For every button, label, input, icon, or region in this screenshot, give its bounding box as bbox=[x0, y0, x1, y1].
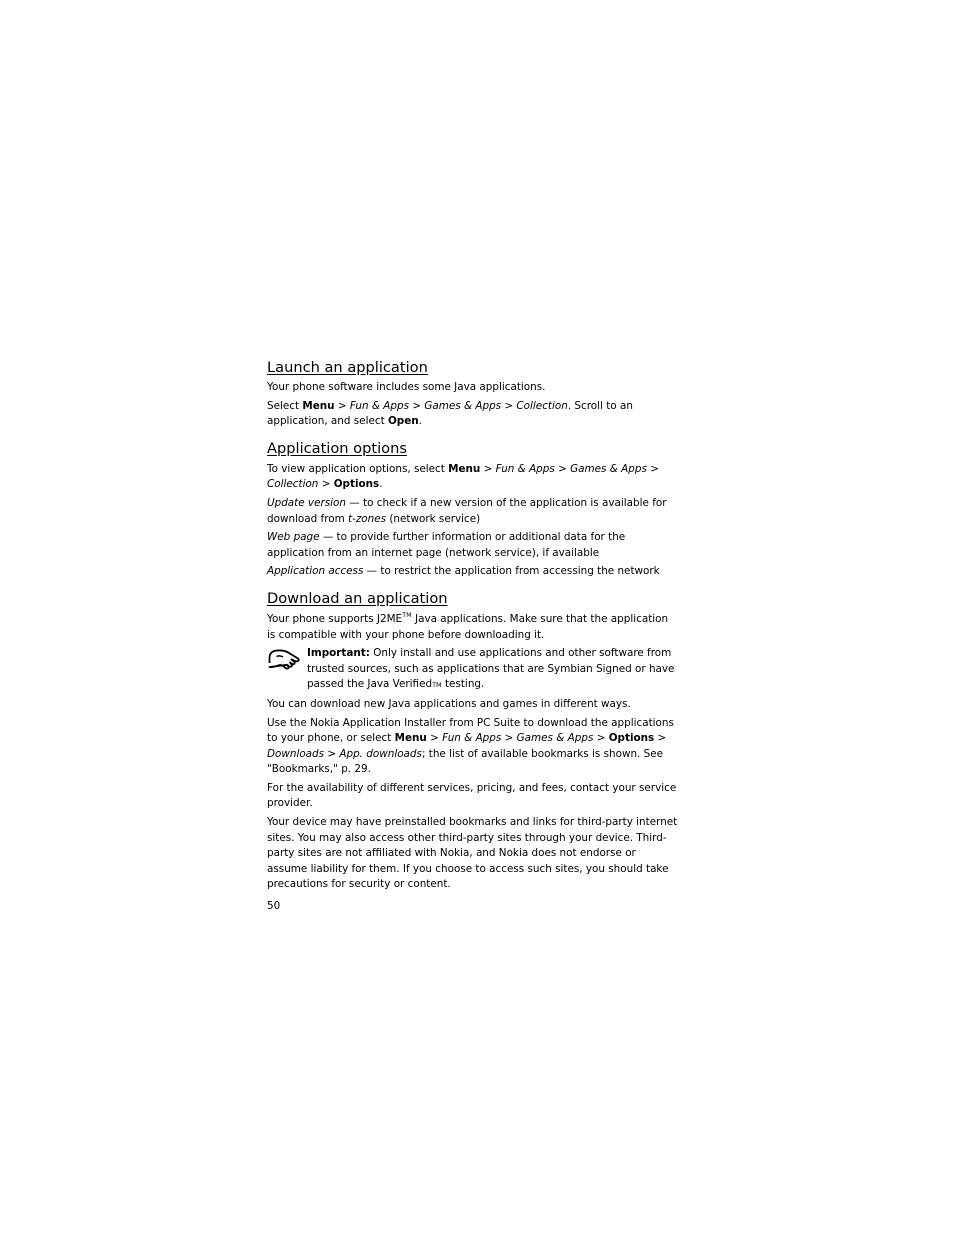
games-apps-term: Games & Apps bbox=[424, 399, 502, 412]
paragraph-availability: For the availability of different services, pricing, and fees, contact your service provider. bbox=[267, 781, 677, 810]
menu-term: Menu bbox=[394, 732, 427, 745]
fun-apps-term: Fun & Apps bbox=[349, 399, 410, 412]
manual-page bbox=[267, 358, 679, 915]
heading-launch-application: Launch an application bbox=[267, 359, 428, 376]
trademark-mark: TM bbox=[432, 681, 442, 690]
collection-term: Collection bbox=[267, 478, 319, 491]
paragraph-select-collection: Select Menu > Fun & Apps > Games & Apps > Collection. Scroll to an application, and select Open. bbox=[267, 399, 633, 428]
option-application-access: Application access — to restrict the application from accessing the network bbox=[267, 565, 660, 578]
menu-term: Menu bbox=[448, 462, 481, 475]
option-update-version: Update version — to check if a new version of the application is available for download from t-zones (network service) bbox=[267, 496, 667, 525]
update-version-term: Update version bbox=[267, 496, 346, 509]
page-number: 50 bbox=[267, 900, 281, 913]
trademark-mark: TM bbox=[402, 610, 412, 619]
options-term: Options bbox=[608, 732, 655, 745]
heading-download-application: Download an application bbox=[267, 589, 448, 607]
paragraph-java-included: Your phone software includes some Java applications. bbox=[267, 381, 546, 393]
section-application-options bbox=[267, 439, 679, 580]
games-apps-term: Games & Apps bbox=[570, 462, 647, 475]
downloads-term: Downloads bbox=[267, 747, 325, 760]
games-apps-term: Games & Apps bbox=[516, 732, 594, 745]
fun-apps-term: Fun & Apps bbox=[495, 462, 555, 475]
menu-term: Menu bbox=[302, 399, 335, 412]
important-note-text: Important: Only install and use applications and other software from trusted sources, such as applications that are Symbian Signed or have passed the Java VerifiedTM testing. bbox=[307, 647, 675, 691]
options-term: Options bbox=[333, 478, 380, 491]
important-note bbox=[267, 646, 679, 694]
application-access-term: Application access bbox=[267, 565, 364, 578]
section-launch-application bbox=[267, 358, 679, 430]
paragraph-j2me-support: Your phone supports J2ME™ Java applications. Make sure that the application is compatible with your phone before downloading it. bbox=[267, 610, 669, 641]
important-label: Important: bbox=[307, 647, 370, 660]
t-zones-term: t-zones bbox=[348, 512, 387, 525]
paragraph-third-party: Your device may have preinstalled bookmarks and links for third-party internet sites. You may also access other third-party sites through your device. Third-party sites are not affiliated with Nokia, and Nokia does not endorse or assume liability for them. If you choose to access such sites, you should take precautions for security or content. bbox=[267, 816, 678, 891]
heading-application-options: Application options bbox=[267, 439, 407, 457]
hand-pointer-icon bbox=[268, 647, 300, 671]
open-term: Open bbox=[387, 415, 419, 428]
paragraph-view-options: To view application options, select Menu > Fun & Apps > Games & Apps > Collection > Options. bbox=[267, 462, 659, 491]
app-downloads-term: App. downloads bbox=[339, 747, 422, 760]
option-web-page: Web page — to provide further information or additional data for the application from an internet page (network service), if available bbox=[267, 531, 626, 559]
web-page-term: Web page bbox=[267, 531, 320, 544]
paragraph-download-ways: You can download new Java applications and games in different ways. bbox=[267, 697, 631, 710]
fun-apps-term: Fun & Apps bbox=[442, 732, 502, 745]
section-download-application bbox=[267, 589, 679, 893]
paragraph-installer: Use the Nokia Application Installer from PC Suite to download the applications to your phone, or select Menu > Fun & Apps > Games & Apps > Options > Downloads > App. downloads; the list of available bookmarks is shown. See "Bookmarks," p. 29. bbox=[267, 716, 674, 776]
collection-term: Collection bbox=[516, 399, 568, 412]
